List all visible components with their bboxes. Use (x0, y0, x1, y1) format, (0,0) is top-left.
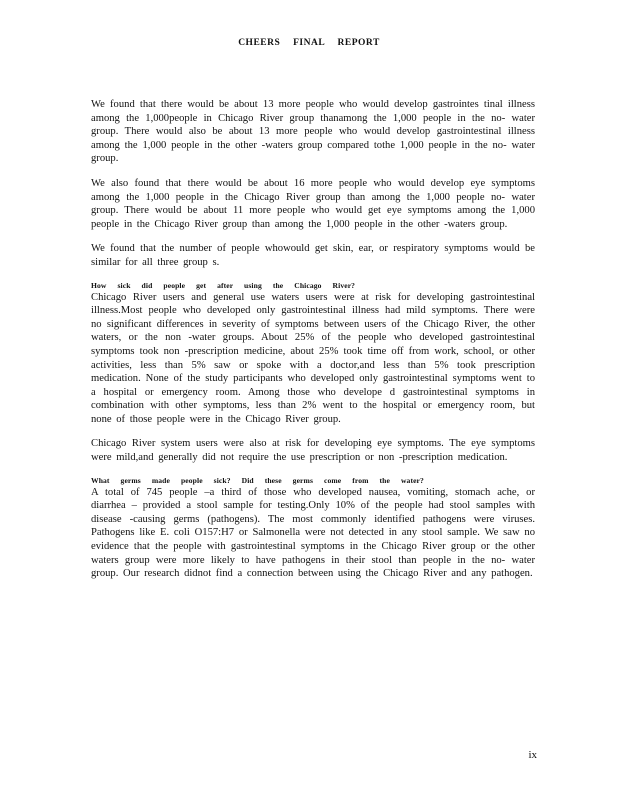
page-number: ix (528, 749, 537, 761)
paragraph-gi-illness-estimate: We found that there would be about 13 more people who would develop gastrointes tinal illness among the 1,000people in Chicago River group thanamong the 1,000 people in the no- water group. There would also be about 13 more people who would develop gastrointestinal illness among the 1,000 people in the other -waters group compared tothe 1,000 people in the no- water group. (91, 99, 535, 165)
section-heading-severity: How sick did people get after using the Chicago River? (91, 280, 356, 290)
report-body (91, 98, 535, 592)
paragraph-severity-gi: Chicago River users and general use waters users were at risk for developing gastrointestinal illness.Most people who developed only gastrointestinal illness had mild symptoms. There were no significant differences in severity of symptoms between users of the Chicago River, the other waters, or the non -water groups. About 25% of the people who developed gastrointestinal symptoms took non -prescription medicine, about 25% took time off from work, school, or other activities, less than 5% saw or spoke with a doctor,and less than 5% took prescription medication. None of the study participants who developed only gastrointestinal symptoms went to a hospital or emergency room. Among those who develope d gastrointestinal symptoms in combination with other symptoms, less than 2% went to the hospital or emergency room, but none of those people were in the Chicago River group. (91, 291, 535, 425)
paragraph-severity-eye: Chicago River system users were also at risk for developing eye symptoms. The eye symptoms were mild,and generally did not require the use prescription or non -prescription medication. (91, 438, 535, 464)
paragraph-eye-symptoms-estimate: We also found that there would be about 16 more people who would develop eye symptoms among the 1,000 people in the Chicago River group than among the 1,000 people no- water group. There would be about 11 more people who would get eye symptoms among the 1,000 people in the Chicago River group than among the 1,000 people in the other -waters group. (91, 177, 535, 230)
report-title: CHEERS FINAL REPORT (238, 38, 380, 48)
section-heading-germs: What germs made people sick? Did these germs come from the water? (91, 475, 424, 485)
paragraph-pathogens: A total of 745 people –a third of those who developed nausea, vomiting, stomach ache, or diarrhea – provided a stool sample for testing.Only 10% of the people had stool samples with disease -causing germs (pathogens). The most commonly identified pathogens were viruses. Pathogens like E. coli O157:H7 or Salmonella were not detected in any stool sample. We saw no evidence that the people with gastrointestinal symptoms in the Chicago River group or the other waters group were more likely to have pathogens in their stool than people in the no- water group. Our research didnot find a connection between using the Chicago River and any pathogen. (91, 486, 535, 580)
paragraph-other-symptoms: We found that the number of people whowould get skin, ear, or respiratory symptoms would be similar for all three group s. (91, 243, 535, 268)
